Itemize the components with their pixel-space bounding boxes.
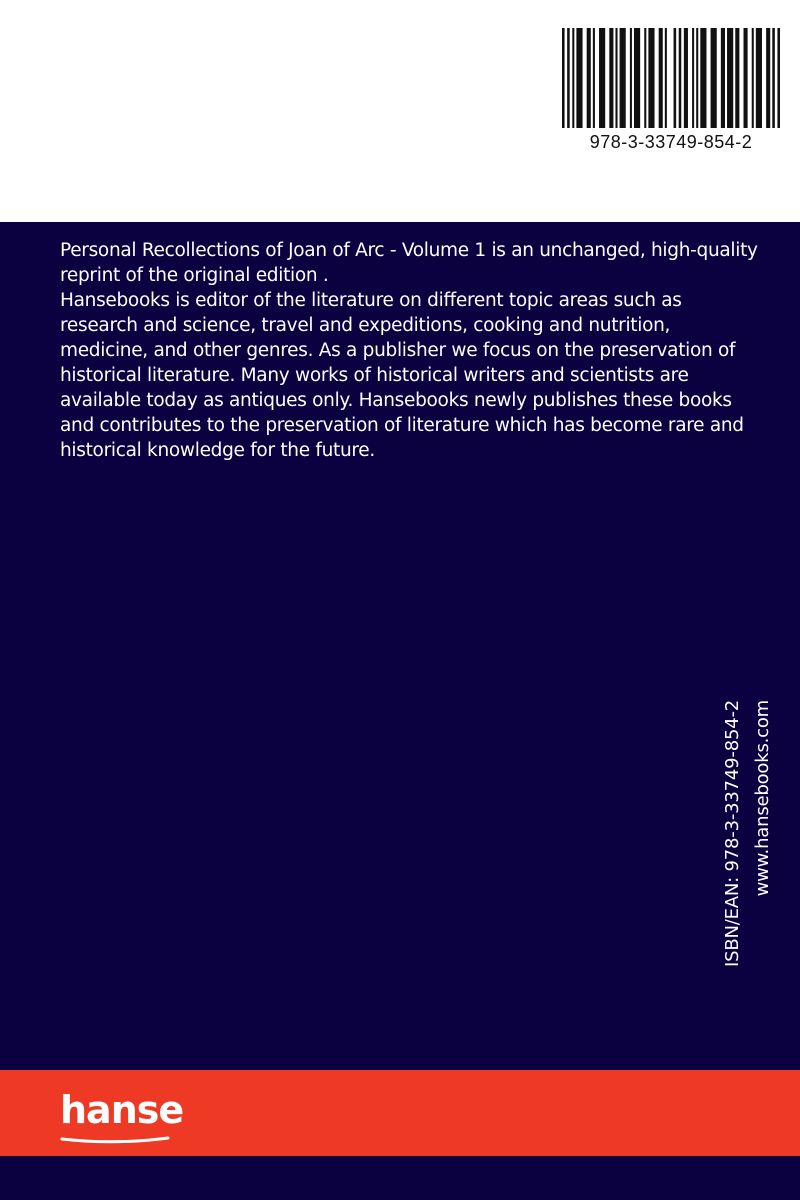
- barcode-bar: [615, 28, 617, 128]
- isbn-text: ISBN/EAN: 978-3-33749-854-2: [722, 700, 743, 968]
- barcode-bar: [576, 28, 582, 128]
- barcode-bar: [721, 28, 725, 128]
- barcode-bar: [599, 28, 605, 128]
- vertical-spine-text: [718, 700, 778, 1030]
- barcode-bar: [679, 28, 682, 128]
- barcode-bar: [766, 28, 770, 128]
- barcode-bar: [727, 28, 733, 128]
- bottom-band: [0, 1156, 800, 1200]
- barcode-bar: [752, 28, 754, 128]
- barcode-bar: [562, 28, 565, 128]
- barcode-icon: [560, 28, 782, 128]
- barcode-bar: [777, 28, 780, 128]
- barcode-bar: [634, 28, 640, 128]
- barcode-bar: [772, 28, 775, 128]
- barcode-bar: [700, 28, 706, 128]
- barcode-bar: [567, 28, 570, 128]
- barcode-bar: [644, 28, 646, 128]
- barcode-bar: [587, 28, 591, 128]
- barcode-bar: [684, 28, 688, 128]
- website-link: www.hansebooks.com: [752, 700, 773, 897]
- barcode-number: 978-3-33749-854-2: [589, 132, 753, 152]
- barcode-bar: [609, 28, 613, 128]
- book-description: [60, 238, 760, 463]
- barcode-bar: [620, 28, 626, 128]
- barcode-bar: [744, 28, 748, 128]
- barcode-bar: [696, 28, 698, 128]
- hanse-logo: hanse: [60, 1088, 184, 1132]
- barcode-bar: [692, 28, 694, 128]
- barcode: [560, 28, 782, 153]
- barcode-bar: [711, 28, 717, 128]
- description-paragraph-2: Hansebooks is editor of the literature on different topic areas such as research and science, travel and expeditions, cooking and nutrition, medicine, and other genres. As a publisher we focus on the preservation of historical literature. Many works of historical writers and scientists are available today as antiques only. Hansebooks newly publishes these books and contributes to the preservation of literature which has become rare and historical knowledge for the future.: [60, 290, 744, 461]
- barcode-bar: [648, 28, 654, 128]
- description-paragraph-1: Personal Recollections of Joan of Arc - Volume 1 is an unchanged, high-quality reprint of the original edition .: [60, 240, 758, 286]
- logo-swoosh-icon: [60, 1136, 170, 1144]
- barcode-bar: [756, 28, 762, 128]
- barcode-bar: [659, 28, 663, 128]
- barcode-bar: [665, 28, 667, 128]
- barcode-bar: [674, 28, 677, 128]
- barcode-bar: [572, 28, 574, 128]
- barcode-bar: [735, 28, 739, 128]
- barcode-bar: [593, 28, 595, 128]
- barcode-bar: [630, 28, 632, 128]
